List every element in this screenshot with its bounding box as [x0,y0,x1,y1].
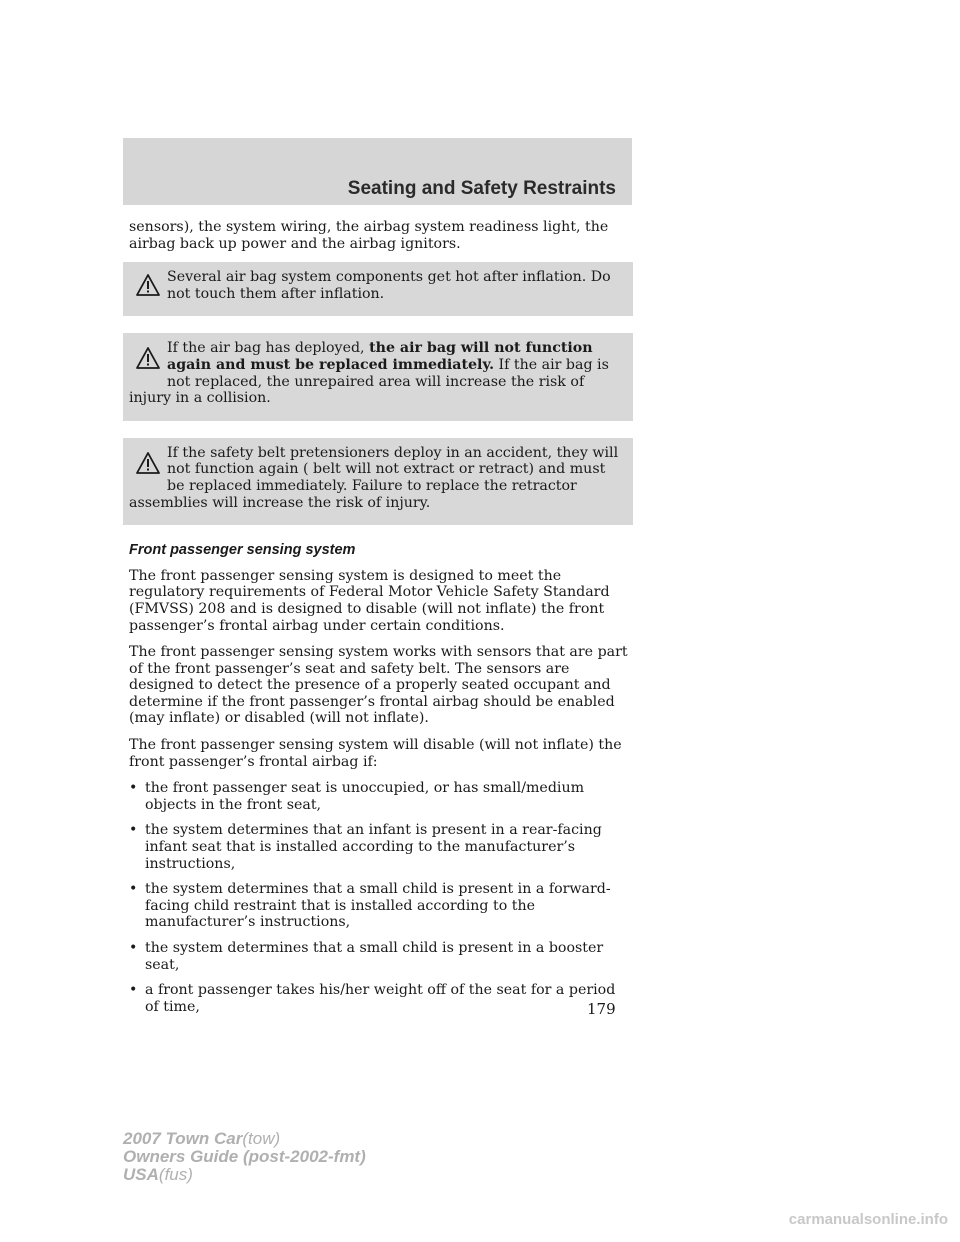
warning-box-pretensioners [123,438,633,525]
document-footer [123,1130,366,1184]
bullet-icon: • [129,881,138,898]
bullet-icon: • [129,982,138,999]
footer-line [123,1148,366,1166]
footer-model: 2007 Town Car [123,1129,243,1148]
footer-market-code: (fus) [158,1165,193,1184]
footer-guide: Owners Guide (post-2002-fmt) [123,1147,366,1166]
list-item-text: the system determines that a small child is present in a booster seat, [145,940,604,973]
section-paragraph: The front passenger sensing system is designed to meet the regulatory requirements of Federal Motor Vehicle Safety Standard (FMVSS) 208 and is designed to disable (will not inflate) the front passenger’s frontal airbag under certain conditions. [129,567,610,634]
page-number: 179 [587,1000,616,1018]
page-title: Seating and Safety Restraints [347,178,616,199]
warning-triangle-icon [136,452,160,474]
condition-list [129,780,633,1015]
list-item-text: the system determines that a small child is present in a forward-facing child restraint that is installed according to the manufacturer’s instructions, [145,881,611,931]
footer-market: USA [123,1165,159,1184]
warning-box-deployed-airbag [123,333,633,420]
warning-triangle-icon [136,274,160,296]
warning-text-emphasis: the air bag will not function again and must be replaced immediately. [167,340,593,373]
bullet-icon: • [129,822,138,839]
watermark: carmanualsonline.info [788,1211,948,1228]
footer-line [123,1130,366,1148]
warning-triangle-icon [136,347,160,369]
page-content [129,219,633,1024]
warning-text [129,340,625,406]
header-band [123,138,632,205]
section-heading: Front passenger sensing system [129,542,356,559]
list-item [129,881,633,931]
intro-paragraph: sensors), the system wiring, the airbag system readiness light, the airbag back up power and the airbag ignitors. [129,219,609,252]
warning-text-tail: If the air bag is not replaced, the unrepaired area will increase the risk of injury in a collision. [129,356,609,407]
warning-text: If the safety belt pretensioners deploy in an accident, they will not function again ( belt will not extract or retract) and must be replaced immediately. Failure to replace the retractor assemblies will increase the risk of injury. [129,444,619,511]
list-item-text: the system determines that an infant is present in a rear-facing infant seat that is installed according to the manufacturer’s instructions, [145,822,602,872]
warning-text: Several air bag system components get hot after inflation. Do not touch them after inflation. [167,269,611,302]
warning-text-lead: If the air bag has deployed, [167,340,370,357]
list-item [129,982,633,1015]
footer-model-code: (tow) [242,1129,281,1148]
list-item [129,780,633,813]
bullet-icon: • [129,780,138,797]
list-item-text: a front passenger takes his/her weight off of the seat for a period of time, [145,982,616,1015]
footer-line [123,1166,366,1184]
section-paragraph: The front passenger sensing system works with sensors that are part of the front passenger’s seat and safety belt. The sensors are designed to detect the presence of a properly seated occupant and determine if the front passenger’s frontal airbag should be enabled (may inflate) or disabled (will not inflate). [129,644,628,727]
list-item-text: the front passenger seat is unoccupied, or has small/medium objects in the front seat, [145,780,585,813]
list-item [129,822,633,872]
list-item [129,940,633,973]
warning-box-hot-components [123,262,633,316]
section-paragraph: The front passenger sensing system will disable (will not inflate) the front passenger’s frontal airbag if: [129,737,622,770]
bullet-icon: • [129,940,138,956]
